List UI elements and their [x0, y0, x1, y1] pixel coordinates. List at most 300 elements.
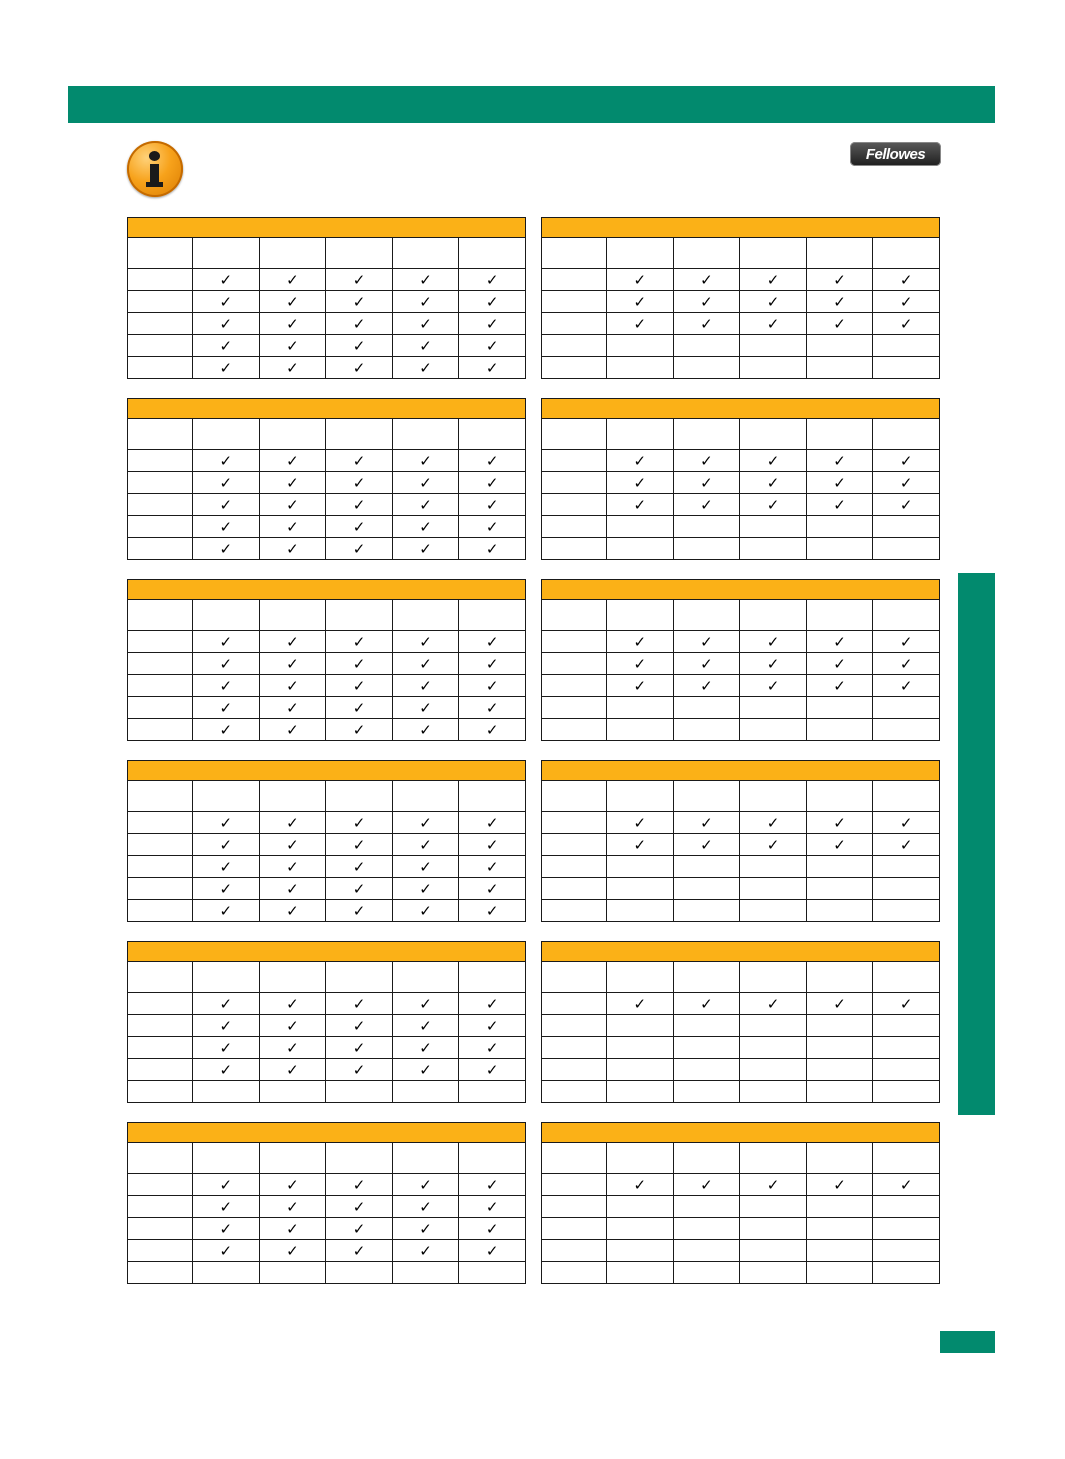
- column-header-cell: [806, 1143, 873, 1174]
- row-label-cell: [542, 812, 607, 834]
- check-mark-icon: ✓: [326, 1015, 393, 1037]
- check-mark-icon: ✓: [392, 357, 459, 379]
- empty-cell: [806, 1015, 873, 1037]
- column-header-cell: [607, 1143, 674, 1174]
- empty-cell: [673, 900, 740, 922]
- table-row: [542, 1037, 940, 1059]
- table-row: [128, 1037, 526, 1059]
- check-mark-icon: ✓: [392, 335, 459, 357]
- check-mark-icon: ✓: [259, 1037, 326, 1059]
- check-mark-icon: ✓: [392, 697, 459, 719]
- table-row: [542, 675, 940, 697]
- check-grid: [541, 961, 940, 1103]
- check-mark-icon: ✓: [193, 878, 260, 900]
- check-mark-icon: ✓: [259, 357, 326, 379]
- empty-cell: [673, 1218, 740, 1240]
- column-header-cell: [193, 238, 260, 269]
- row-label-cell: [128, 834, 193, 856]
- check-mark-icon: ✓: [392, 494, 459, 516]
- table-row: [128, 1059, 526, 1081]
- check-mark-icon: ✓: [459, 631, 526, 653]
- check-mark-icon: ✓: [259, 1196, 326, 1218]
- empty-cell: [740, 516, 807, 538]
- column-header-cell: [392, 600, 459, 631]
- check-mark-icon: ✓: [740, 993, 807, 1015]
- empty-cell: [673, 335, 740, 357]
- check-mark-icon: ✓: [193, 653, 260, 675]
- column-header-cell: [128, 419, 193, 450]
- check-mark-icon: ✓: [326, 1240, 393, 1262]
- check-mark-icon: ✓: [259, 631, 326, 653]
- check-mark-icon: ✓: [326, 313, 393, 335]
- row-label-cell: [542, 675, 607, 697]
- row-label-cell: [542, 472, 607, 494]
- column-header-cell: [542, 600, 607, 631]
- check-mark-icon: ✓: [193, 450, 260, 472]
- empty-cell: [873, 1218, 940, 1240]
- column-header-cell: [740, 238, 807, 269]
- row-label-cell: [128, 653, 193, 675]
- check-mark-icon: ✓: [259, 993, 326, 1015]
- row-label-cell: [128, 856, 193, 878]
- column-header-cell: [392, 238, 459, 269]
- table-row: [542, 357, 940, 379]
- check-mark-icon: ✓: [740, 653, 807, 675]
- row-label-cell: [542, 856, 607, 878]
- check-mark-icon: ✓: [193, 812, 260, 834]
- check-grid: [127, 237, 526, 379]
- empty-cell: [740, 1059, 807, 1081]
- compatibility-table: [541, 760, 940, 922]
- check-mark-icon: ✓: [193, 1196, 260, 1218]
- empty-cell: [673, 856, 740, 878]
- check-mark-icon: ✓: [740, 494, 807, 516]
- check-mark-icon: ✓: [259, 834, 326, 856]
- table-header-band: [541, 1122, 940, 1142]
- empty-cell: [673, 1262, 740, 1284]
- empty-cell: [740, 1196, 807, 1218]
- column-header-cell: [392, 781, 459, 812]
- check-mark-icon: ✓: [193, 357, 260, 379]
- check-mark-icon: ✓: [326, 450, 393, 472]
- empty-cell: [873, 1262, 940, 1284]
- table-row: [128, 291, 526, 313]
- compatibility-table: [127, 398, 526, 560]
- check-mark-icon: ✓: [740, 834, 807, 856]
- row-label-cell: [542, 1059, 607, 1081]
- empty-cell: [673, 1059, 740, 1081]
- check-mark-icon: ✓: [740, 269, 807, 291]
- check-mark-icon: ✓: [740, 450, 807, 472]
- table-row: [542, 812, 940, 834]
- row-label-cell: [128, 335, 193, 357]
- empty-cell: [607, 357, 674, 379]
- table-header-band: [127, 398, 526, 418]
- table-row: [128, 697, 526, 719]
- check-mark-icon: ✓: [193, 269, 260, 291]
- brand-logo: [850, 142, 941, 166]
- check-mark-icon: ✓: [459, 878, 526, 900]
- empty-cell: [740, 1015, 807, 1037]
- empty-cell: [740, 1218, 807, 1240]
- empty-cell: [740, 719, 807, 741]
- check-mark-icon: ✓: [392, 538, 459, 560]
- check-mark-icon: ✓: [673, 291, 740, 313]
- check-mark-icon: ✓: [193, 291, 260, 313]
- column-header-cell: [459, 1143, 526, 1174]
- column-header-cell: [873, 1143, 940, 1174]
- empty-cell: [607, 1196, 674, 1218]
- column-header-cell: [740, 600, 807, 631]
- column-header-cell: [392, 419, 459, 450]
- column-header-cell: [193, 962, 260, 993]
- empty-cell: [873, 335, 940, 357]
- empty-cell: [806, 335, 873, 357]
- empty-cell: [392, 1081, 459, 1103]
- column-header-cell: [193, 419, 260, 450]
- column-header-cell: [459, 962, 526, 993]
- empty-cell: [873, 1037, 940, 1059]
- check-mark-icon: ✓: [326, 878, 393, 900]
- check-mark-icon: ✓: [259, 900, 326, 922]
- row-label-cell: [542, 269, 607, 291]
- compatibility-table: [541, 941, 940, 1103]
- table-header-band: [127, 941, 526, 961]
- empty-cell: [673, 1196, 740, 1218]
- check-mark-icon: ✓: [806, 291, 873, 313]
- column-header-cell: [542, 962, 607, 993]
- column-header-row: [542, 1143, 940, 1174]
- table-row: [128, 878, 526, 900]
- table-header-band: [127, 217, 526, 237]
- check-mark-icon: ✓: [326, 494, 393, 516]
- row-label-cell: [542, 1037, 607, 1059]
- column-header-cell: [326, 1143, 393, 1174]
- column-header-row: [128, 962, 526, 993]
- row-label-cell: [542, 313, 607, 335]
- row-label-cell: [542, 1196, 607, 1218]
- row-label-cell: [542, 1174, 607, 1196]
- empty-cell: [193, 1262, 260, 1284]
- compatibility-table: [127, 941, 526, 1103]
- table-row: [128, 675, 526, 697]
- check-mark-icon: ✓: [326, 653, 393, 675]
- check-grid: [541, 1142, 940, 1284]
- empty-cell: [806, 1037, 873, 1059]
- check-mark-icon: ✓: [673, 834, 740, 856]
- table-header-band: [541, 941, 940, 961]
- check-mark-icon: ✓: [193, 1015, 260, 1037]
- check-mark-icon: ✓: [392, 1174, 459, 1196]
- table-row: [542, 697, 940, 719]
- column-header-cell: [806, 419, 873, 450]
- check-mark-icon: ✓: [193, 631, 260, 653]
- check-mark-icon: ✓: [740, 675, 807, 697]
- compatibility-table: [541, 579, 940, 741]
- check-mark-icon: ✓: [392, 269, 459, 291]
- check-mark-icon: ✓: [259, 697, 326, 719]
- table-row: [542, 834, 940, 856]
- empty-cell: [806, 538, 873, 560]
- column-header-cell: [673, 600, 740, 631]
- check-mark-icon: ✓: [326, 516, 393, 538]
- check-mark-icon: ✓: [259, 675, 326, 697]
- check-mark-icon: ✓: [193, 516, 260, 538]
- empty-cell: [607, 900, 674, 922]
- check-mark-icon: ✓: [326, 675, 393, 697]
- row-label-cell: [128, 993, 193, 1015]
- check-mark-icon: ✓: [459, 653, 526, 675]
- row-label-cell: [128, 900, 193, 922]
- column-header-cell: [128, 1143, 193, 1174]
- table-row: [542, 631, 940, 653]
- row-label-cell: [128, 1015, 193, 1037]
- check-mark-icon: ✓: [392, 313, 459, 335]
- check-mark-icon: ✓: [459, 538, 526, 560]
- empty-cell: [673, 697, 740, 719]
- check-mark-icon: ✓: [193, 1059, 260, 1081]
- check-grid: [541, 237, 940, 379]
- empty-cell: [873, 1240, 940, 1262]
- row-label-cell: [128, 357, 193, 379]
- check-mark-icon: ✓: [392, 1218, 459, 1240]
- check-mark-icon: ✓: [607, 631, 674, 653]
- empty-cell: [607, 878, 674, 900]
- column-header-cell: [392, 1143, 459, 1174]
- column-header-row: [128, 419, 526, 450]
- column-header-cell: [607, 781, 674, 812]
- check-mark-icon: ✓: [873, 812, 940, 834]
- row-label-cell: [542, 1081, 607, 1103]
- table-row: [542, 335, 940, 357]
- row-label-cell: [128, 269, 193, 291]
- empty-cell: [607, 856, 674, 878]
- table-header-band: [127, 1122, 526, 1142]
- check-grid: [127, 780, 526, 922]
- check-mark-icon: ✓: [193, 538, 260, 560]
- empty-cell: [806, 1240, 873, 1262]
- check-mark-icon: ✓: [740, 812, 807, 834]
- table-row: [542, 878, 940, 900]
- check-mark-icon: ✓: [326, 269, 393, 291]
- table-header-band: [541, 217, 940, 237]
- table-row: [128, 269, 526, 291]
- table-row: [128, 856, 526, 878]
- table-row: [128, 1218, 526, 1240]
- check-mark-icon: ✓: [806, 1174, 873, 1196]
- check-mark-icon: ✓: [326, 834, 393, 856]
- row-label-cell: [542, 697, 607, 719]
- table-row: [542, 538, 940, 560]
- check-mark-icon: ✓: [392, 900, 459, 922]
- check-mark-icon: ✓: [740, 1174, 807, 1196]
- check-mark-icon: ✓: [806, 472, 873, 494]
- check-mark-icon: ✓: [607, 472, 674, 494]
- column-header-row: [542, 781, 940, 812]
- row-label-cell: [542, 653, 607, 675]
- check-grid: [127, 1142, 526, 1284]
- check-mark-icon: ✓: [193, 494, 260, 516]
- check-mark-icon: ✓: [326, 357, 393, 379]
- table-row: [542, 1081, 940, 1103]
- empty-cell: [806, 1059, 873, 1081]
- table-row: [542, 1240, 940, 1262]
- empty-cell: [673, 1037, 740, 1059]
- empty-cell: [607, 719, 674, 741]
- column-header-row: [542, 962, 940, 993]
- row-label-cell: [128, 812, 193, 834]
- empty-cell: [873, 900, 940, 922]
- check-mark-icon: ✓: [607, 269, 674, 291]
- table-row: [128, 1015, 526, 1037]
- check-mark-icon: ✓: [459, 1240, 526, 1262]
- row-label-cell: [542, 878, 607, 900]
- check-mark-icon: ✓: [392, 812, 459, 834]
- table-row: [128, 494, 526, 516]
- column-header-cell: [128, 781, 193, 812]
- check-mark-icon: ✓: [607, 494, 674, 516]
- empty-cell: [740, 856, 807, 878]
- check-mark-icon: ✓: [459, 269, 526, 291]
- row-label-cell: [128, 450, 193, 472]
- check-mark-icon: ✓: [259, 719, 326, 741]
- empty-cell: [673, 878, 740, 900]
- check-mark-icon: ✓: [193, 993, 260, 1015]
- check-mark-icon: ✓: [740, 313, 807, 335]
- empty-cell: [607, 1015, 674, 1037]
- check-mark-icon: ✓: [392, 993, 459, 1015]
- table-row: [128, 1081, 526, 1103]
- check-mark-icon: ✓: [673, 472, 740, 494]
- empty-cell: [873, 1015, 940, 1037]
- check-mark-icon: ✓: [193, 1240, 260, 1262]
- column-header-cell: [873, 781, 940, 812]
- table-row: [542, 450, 940, 472]
- row-label-cell: [542, 494, 607, 516]
- check-mark-icon: ✓: [459, 856, 526, 878]
- empty-cell: [326, 1262, 393, 1284]
- row-label-cell: [542, 993, 607, 1015]
- check-mark-icon: ✓: [873, 494, 940, 516]
- check-mark-icon: ✓: [873, 291, 940, 313]
- table-row: [542, 516, 940, 538]
- table-row: [542, 856, 940, 878]
- row-label-cell: [128, 631, 193, 653]
- empty-cell: [392, 1262, 459, 1284]
- check-mark-icon: ✓: [459, 291, 526, 313]
- check-mark-icon: ✓: [193, 856, 260, 878]
- brand-logo-text: Fellowes: [865, 145, 926, 163]
- column-header-cell: [326, 600, 393, 631]
- row-label-cell: [128, 675, 193, 697]
- column-header-cell: [740, 419, 807, 450]
- check-mark-icon: ✓: [193, 1174, 260, 1196]
- check-mark-icon: ✓: [392, 719, 459, 741]
- table-row: [128, 516, 526, 538]
- check-mark-icon: ✓: [873, 675, 940, 697]
- column-header-row: [128, 238, 526, 269]
- table-row: [542, 1218, 940, 1240]
- compatibility-table: [127, 579, 526, 741]
- check-mark-icon: ✓: [259, 313, 326, 335]
- column-header-cell: [326, 962, 393, 993]
- column-header-cell: [542, 781, 607, 812]
- check-mark-icon: ✓: [259, 878, 326, 900]
- check-mark-icon: ✓: [259, 653, 326, 675]
- table-row: [542, 1262, 940, 1284]
- table-header-band: [127, 579, 526, 599]
- check-mark-icon: ✓: [459, 1037, 526, 1059]
- column-header-cell: [542, 1143, 607, 1174]
- table-row: [128, 653, 526, 675]
- column-header-row: [542, 600, 940, 631]
- column-header-cell: [392, 962, 459, 993]
- row-label-cell: [542, 834, 607, 856]
- check-mark-icon: ✓: [259, 1015, 326, 1037]
- check-mark-icon: ✓: [740, 291, 807, 313]
- row-label-cell: [128, 1218, 193, 1240]
- check-mark-icon: ✓: [806, 269, 873, 291]
- row-label-cell: [128, 313, 193, 335]
- check-mark-icon: ✓: [392, 472, 459, 494]
- check-mark-icon: ✓: [607, 653, 674, 675]
- empty-cell: [326, 1081, 393, 1103]
- check-mark-icon: ✓: [459, 313, 526, 335]
- check-mark-icon: ✓: [806, 812, 873, 834]
- column-header-cell: [607, 238, 674, 269]
- column-header-cell: [806, 238, 873, 269]
- column-header-cell: [128, 962, 193, 993]
- table-row: [128, 538, 526, 560]
- check-mark-icon: ✓: [193, 834, 260, 856]
- table-row: [542, 719, 940, 741]
- column-header-cell: [542, 419, 607, 450]
- check-mark-icon: ✓: [259, 291, 326, 313]
- check-mark-icon: ✓: [326, 900, 393, 922]
- column-header-cell: [740, 781, 807, 812]
- table-row: [542, 494, 940, 516]
- row-label-cell: [128, 516, 193, 538]
- column-header-cell: [326, 781, 393, 812]
- check-mark-icon: ✓: [873, 653, 940, 675]
- table-row: [128, 1174, 526, 1196]
- table-row: [128, 1262, 526, 1284]
- check-mark-icon: ✓: [806, 653, 873, 675]
- empty-cell: [806, 357, 873, 379]
- empty-cell: [740, 1240, 807, 1262]
- column-header-cell: [740, 1143, 807, 1174]
- check-mark-icon: ✓: [326, 631, 393, 653]
- column-header-row: [128, 1143, 526, 1174]
- check-mark-icon: ✓: [193, 900, 260, 922]
- row-label-cell: [128, 719, 193, 741]
- column-header-cell: [459, 781, 526, 812]
- empty-cell: [607, 1262, 674, 1284]
- check-mark-icon: ✓: [326, 993, 393, 1015]
- empty-cell: [740, 900, 807, 922]
- check-mark-icon: ✓: [193, 1218, 260, 1240]
- check-mark-icon: ✓: [873, 1174, 940, 1196]
- empty-cell: [740, 538, 807, 560]
- check-mark-icon: ✓: [459, 697, 526, 719]
- check-mark-icon: ✓: [607, 812, 674, 834]
- table-row: [128, 357, 526, 379]
- check-mark-icon: ✓: [392, 450, 459, 472]
- empty-cell: [673, 719, 740, 741]
- empty-cell: [673, 357, 740, 379]
- check-mark-icon: ✓: [326, 538, 393, 560]
- info-icon: [127, 141, 183, 197]
